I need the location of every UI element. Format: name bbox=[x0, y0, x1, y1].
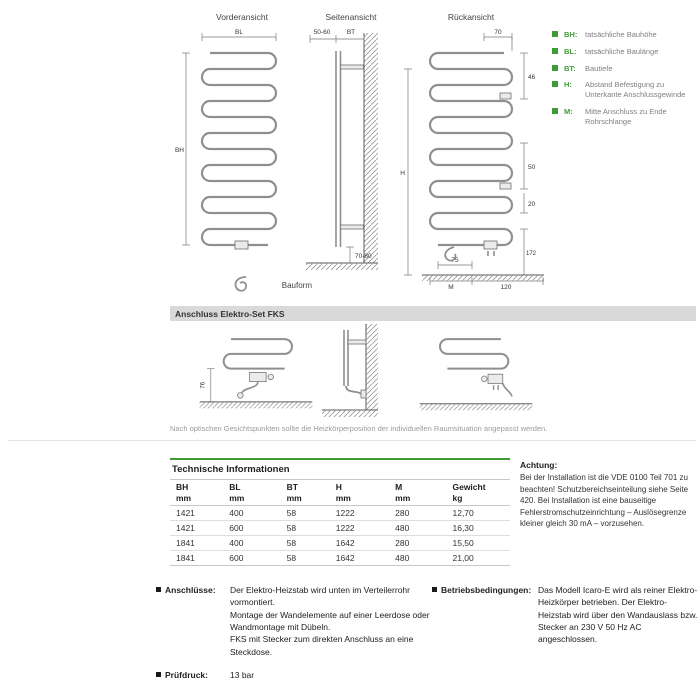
section-divider bbox=[8, 440, 696, 441]
green-square-icon bbox=[552, 65, 558, 71]
legend-item bbox=[552, 30, 696, 40]
bullet-square-icon bbox=[156, 587, 161, 592]
dim-h-label: H bbox=[400, 170, 405, 177]
cell: 12,70 bbox=[446, 506, 510, 521]
radiator-coil bbox=[430, 53, 512, 245]
bullet-square-icon bbox=[432, 587, 437, 592]
cell: 1421 bbox=[170, 521, 223, 536]
legend-key: H: bbox=[564, 80, 572, 90]
cell: 1642 bbox=[330, 536, 389, 551]
legend-key: BL: bbox=[564, 46, 577, 56]
floor-hatch bbox=[200, 402, 313, 408]
cell: 1222 bbox=[330, 521, 389, 536]
notes-right-column bbox=[432, 584, 698, 681]
cell: 280 bbox=[389, 506, 446, 521]
note-anschluesse bbox=[156, 584, 432, 658]
power-cable bbox=[242, 382, 258, 393]
bottom-notes bbox=[156, 584, 698, 681]
legend-text: tatsächliche Bauhöhe bbox=[585, 30, 657, 39]
wall-socket bbox=[361, 390, 366, 398]
cell: 600 bbox=[223, 551, 280, 566]
col-header-bl: BL mm bbox=[223, 480, 280, 506]
legend-key: BH: bbox=[564, 30, 578, 39]
note-line: Montage der Wandelemente auf einer Leerdose oder Wandmontage mit Dübeln. bbox=[230, 609, 430, 632]
note-text: 13 bar bbox=[230, 669, 255, 680]
floor-hatch bbox=[420, 404, 533, 410]
control-knob bbox=[482, 376, 488, 382]
wall-bracket bbox=[341, 65, 364, 69]
legend-text: tatsächliche Baulänge bbox=[585, 46, 659, 56]
cell: 58 bbox=[281, 551, 330, 566]
notes-left-column bbox=[156, 584, 432, 681]
bauform-hook-icon bbox=[231, 274, 251, 296]
legend-item bbox=[552, 64, 696, 74]
side-view bbox=[306, 12, 396, 270]
dim-floor-clearance-label: 70-80 bbox=[355, 253, 372, 260]
warning-text: Bei der Installation ist die VDE 0100 Teil 701 zu beachten! Schutzbereichseinteilung siehe Seite 420. Bei Installation ist eine bauseitige Fehlerstromschutzeinrichtung – Auslösegrenze kleiner gleich 30 mA – vorzusehen. bbox=[520, 473, 689, 529]
cable-hook bbox=[445, 247, 455, 261]
dim-120-label: 120 bbox=[500, 284, 512, 291]
tech-table bbox=[170, 480, 510, 566]
wall-bracket bbox=[500, 93, 511, 99]
cell: 1222 bbox=[330, 506, 389, 521]
wall-bracket bbox=[500, 183, 511, 189]
table-title: Technische Informationen bbox=[170, 460, 510, 480]
table-row bbox=[170, 521, 510, 536]
note-line: Der Elektro-Heizstab wird unten im Verteilerrohr vormontiert. bbox=[230, 585, 410, 608]
floor-hatch bbox=[322, 410, 378, 417]
legend-text: Abstand Befestigung zu Unterkante Anschlussgewinde bbox=[585, 80, 686, 99]
fks-section-title: Anschluss Elektro-Set FKS bbox=[175, 308, 285, 319]
col-header-h: H mm bbox=[330, 480, 389, 506]
cell: 400 bbox=[223, 536, 280, 551]
dim-20-label: 20 bbox=[528, 201, 536, 208]
col-header-bh: BH mm bbox=[170, 480, 223, 506]
heating-element bbox=[235, 241, 248, 249]
electric-heating-set bbox=[488, 374, 503, 383]
electric-heating-set bbox=[250, 372, 267, 381]
wall-hatch bbox=[364, 33, 378, 263]
radiator-coil bbox=[224, 339, 292, 369]
col-header-bt: BT mm bbox=[281, 480, 330, 506]
note-betriebsbedingungen bbox=[432, 584, 698, 646]
note-label-text: Betriebsbedingungen: bbox=[441, 585, 532, 595]
power-cable bbox=[346, 386, 361, 394]
wall-socket bbox=[238, 393, 244, 399]
cell: 480 bbox=[389, 521, 446, 536]
fks-section-header bbox=[170, 306, 696, 321]
wall-hatch bbox=[366, 324, 378, 410]
cell: 58 bbox=[281, 506, 330, 521]
cell: 58 bbox=[281, 536, 330, 551]
table-row bbox=[170, 506, 510, 521]
table-row bbox=[170, 551, 510, 566]
wall-bracket bbox=[348, 340, 366, 344]
warning-box bbox=[520, 460, 698, 530]
fks-front-drawing bbox=[196, 328, 316, 413]
legend-item bbox=[552, 107, 696, 127]
legend-item bbox=[552, 47, 696, 57]
dim-bh-label: BH bbox=[174, 147, 184, 154]
note-pruefdruck bbox=[156, 669, 432, 681]
legend-text: Mitte Anschluss zu Ende Rohrschlange bbox=[585, 106, 667, 126]
heating-element bbox=[484, 241, 497, 249]
radiator-coil bbox=[202, 53, 276, 245]
rear-view-drawing bbox=[398, 25, 544, 291]
legend bbox=[552, 30, 696, 133]
cell: 1841 bbox=[170, 551, 223, 566]
cell: 15,50 bbox=[446, 536, 510, 551]
floor-hatch bbox=[306, 263, 378, 270]
green-square-icon bbox=[552, 31, 558, 37]
cell: 16,30 bbox=[446, 521, 510, 536]
legend-item bbox=[552, 80, 696, 100]
front-view-drawing bbox=[172, 25, 312, 270]
col-header-gewicht: Gewicht kg bbox=[446, 480, 510, 506]
dim-wall-distance-label: 50-60 bbox=[313, 29, 331, 36]
dim-76-label: 76 bbox=[200, 381, 207, 389]
legend-key: BT: bbox=[564, 63, 576, 73]
side-view-drawing bbox=[306, 25, 396, 270]
bullet-square-icon bbox=[156, 672, 161, 677]
radiator-coil bbox=[440, 339, 508, 369]
power-cable bbox=[503, 383, 512, 396]
dim-bt-label: BT bbox=[346, 29, 356, 36]
cell: 480 bbox=[389, 551, 446, 566]
table-row bbox=[170, 536, 510, 551]
note-label-text: Anschlüsse: bbox=[165, 585, 216, 595]
floor-hatch bbox=[422, 275, 544, 281]
cell: 1841 bbox=[170, 536, 223, 551]
legend-key: M: bbox=[564, 106, 573, 116]
wall-bracket bbox=[341, 225, 364, 229]
front-view bbox=[172, 12, 312, 296]
fks-note: Nach optischen Gesichtspunkten sollte die Heizkörperposition der individuellen Raumsituation angepasst werden. bbox=[170, 424, 548, 433]
dim-172-label: 172 bbox=[526, 251, 537, 257]
dim-75-label: 75 bbox=[451, 257, 459, 264]
warning-title: Achtung: bbox=[520, 460, 558, 470]
fks-rear-drawing bbox=[416, 328, 536, 413]
cell: 400 bbox=[223, 506, 280, 521]
bauform-row bbox=[206, 274, 312, 296]
note-text: Das Modell Icaro-E wird als reiner Elektro-Heizkörper betrieben. Der Elektro-Heizstab wird über den Wandauslass bzw. Stecker an 230 V 50 Hz AC angeschlossen. bbox=[538, 585, 698, 645]
green-square-icon bbox=[552, 48, 558, 54]
col-header-m: M mm bbox=[389, 480, 446, 506]
fks-drawings bbox=[170, 324, 696, 422]
cell: 21,00 bbox=[446, 551, 510, 566]
control-knob bbox=[268, 374, 274, 380]
dimension-lines bbox=[404, 33, 544, 285]
dim-bl-label: BL bbox=[235, 29, 243, 36]
dim-50-label: 50 bbox=[528, 164, 536, 171]
bauform-label: Bauform bbox=[281, 280, 312, 290]
cell: 1642 bbox=[330, 551, 389, 566]
fks-side-drawing bbox=[322, 324, 388, 419]
rear-view-title: Rückansicht bbox=[447, 12, 495, 22]
front-view-title: Vorderansicht bbox=[216, 12, 268, 22]
tech-info-section bbox=[170, 458, 510, 566]
note-text bbox=[230, 584, 432, 658]
cell: 600 bbox=[223, 521, 280, 536]
note-label-text: Prüfdruck: bbox=[165, 669, 208, 680]
rear-view bbox=[398, 12, 544, 291]
cell: 280 bbox=[389, 536, 446, 551]
dimension-lines bbox=[207, 369, 214, 402]
green-square-icon bbox=[552, 81, 558, 87]
cell: 1421 bbox=[170, 506, 223, 521]
dim-m-label: M bbox=[448, 284, 454, 291]
note-line: FKS mit Stecker zum direkten Anschluss an eine Steckdose. bbox=[230, 634, 414, 657]
dim-70-label: 70 bbox=[494, 29, 502, 36]
table-header-row bbox=[170, 480, 510, 506]
cell: 58 bbox=[281, 521, 330, 536]
legend-text: Bautiefe bbox=[585, 63, 613, 73]
side-view-title: Seitenansicht bbox=[325, 12, 377, 22]
dim-46-label: 46 bbox=[528, 74, 536, 81]
green-square-icon bbox=[552, 108, 558, 114]
